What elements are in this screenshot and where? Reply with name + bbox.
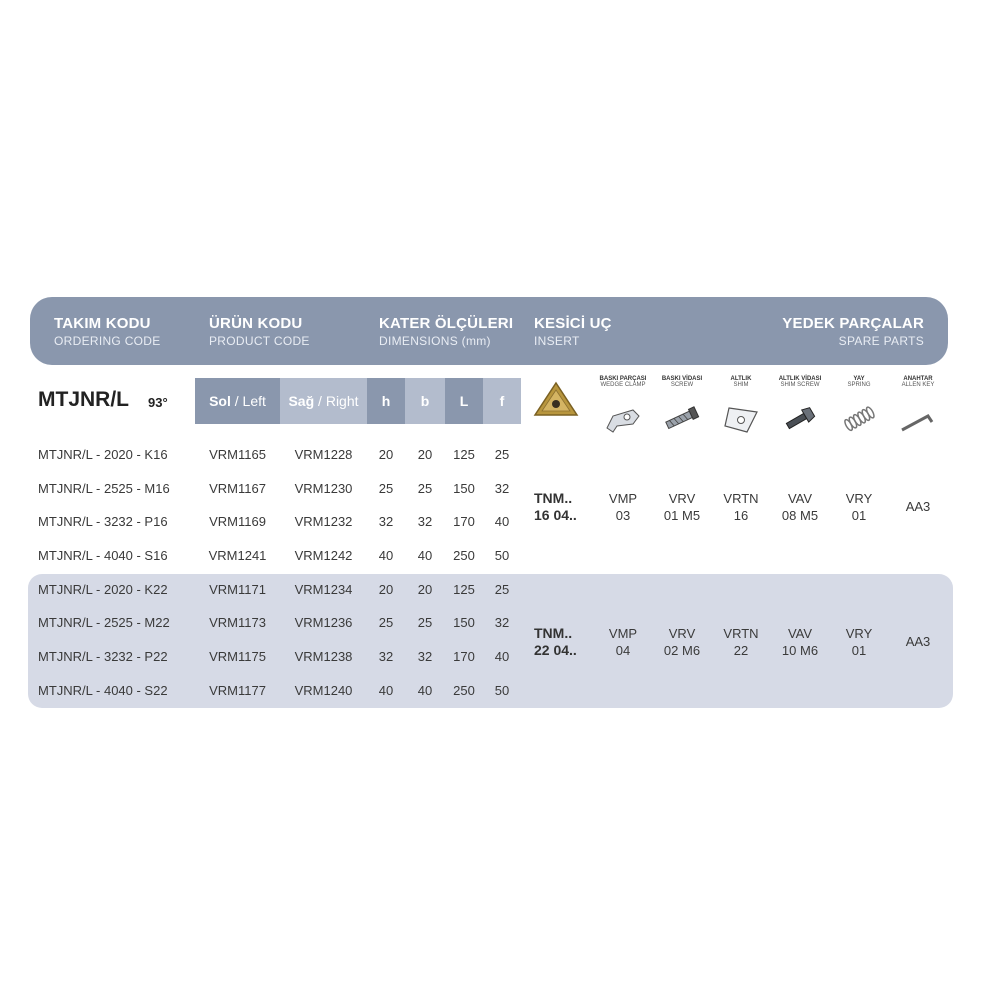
cell-sol: VRM1177 [209, 683, 266, 698]
spare-part-size: 08 M5 [781, 508, 819, 523]
cell-h: 32 [378, 514, 394, 529]
subheader-left: Sol / Left [195, 378, 280, 424]
spare-head-tr: ALTLIK VİDASI [778, 376, 822, 382]
subheader-L: L [445, 378, 483, 424]
header-spare-en: SPARE PARTS [838, 334, 924, 348]
cell-f: 50 [494, 683, 510, 698]
cell-sag: VRM1230 [294, 481, 353, 496]
header-dimensions-tr: KATER ÖLÇÜLERI [379, 315, 514, 332]
cell-b: 40 [417, 683, 433, 698]
header-spare-tr: YEDEK PARÇALAR [782, 315, 924, 332]
spare-head-allen-key [886, 376, 950, 388]
cell-sol: VRM1167 [209, 481, 266, 496]
insert-size: 22 04.. [534, 642, 577, 658]
cell-f: 32 [494, 481, 510, 496]
spare-head-spring [827, 376, 891, 388]
cell-sag: VRM1228 [294, 447, 353, 462]
header-insert [534, 315, 612, 348]
cell-sag: VRM1240 [294, 683, 353, 698]
header-spare-parts [782, 315, 924, 348]
cell-h: 32 [378, 649, 394, 664]
cell-f: 32 [494, 615, 510, 630]
spare-part-value [827, 490, 891, 524]
cell-sag: VRM1236 [294, 615, 353, 630]
cell-order: MTJNR/L - 2525 - M22 [38, 615, 170, 630]
cell-f: 25 [494, 447, 510, 462]
subheader-h: h [367, 378, 405, 424]
spare-head-screw [650, 376, 714, 388]
insert-size: 16 04.. [534, 507, 577, 523]
spare-part-value [886, 498, 950, 515]
spare-head-tr: ANAHTAR [903, 376, 933, 382]
spare-part-value [591, 490, 655, 524]
cell-f: 25 [494, 582, 510, 597]
subheader-f: f [483, 378, 521, 424]
cell-L: 150 [453, 481, 475, 496]
spare-part-value [650, 490, 714, 524]
cell-f: 40 [494, 649, 510, 664]
cell-L: 250 [453, 548, 475, 563]
header-insert-en: INSERT [534, 334, 580, 348]
spare-part-code: AA3 [905, 499, 931, 514]
shim-screw-icon [780, 402, 820, 436]
table-row [0, 439, 1000, 473]
cell-order: MTJNR/L - 3232 - P22 [38, 649, 168, 664]
group-2-insert [534, 625, 577, 659]
spare-head-shim-screw [768, 376, 832, 388]
spare-part-size: 22 [733, 643, 749, 658]
spare-part-size: 01 M5 [663, 508, 701, 523]
cell-L: 170 [453, 649, 475, 664]
spare-part-size: 03 [615, 508, 631, 523]
cell-h: 25 [378, 481, 394, 496]
cell-sol: VRM1169 [209, 514, 266, 529]
wedge-clamp-icon [603, 402, 643, 436]
cell-order: MTJNR/L - 2020 - K16 [38, 447, 168, 462]
allen-key-icon [898, 402, 938, 436]
cell-b: 25 [417, 481, 433, 496]
cell-h: 40 [378, 683, 394, 698]
cell-sag: VRM1232 [294, 514, 353, 529]
group-1-insert [534, 490, 577, 524]
cell-b: 20 [417, 447, 433, 462]
subheader-left-en: Left [242, 393, 266, 409]
spare-part-code: VAV [787, 491, 813, 506]
header-product-code [209, 315, 310, 348]
spare-part-code: AA3 [905, 634, 931, 649]
spare-part-value [709, 490, 773, 524]
spare-part-value [591, 625, 655, 659]
spring-icon [839, 402, 879, 436]
cell-order: MTJNR/L - 3232 - P16 [38, 514, 168, 529]
cell-b: 32 [417, 514, 433, 529]
cell-L: 170 [453, 514, 475, 529]
cell-h: 40 [378, 548, 394, 563]
spare-head-en: SCREW [670, 382, 694, 388]
header-ordering-code [54, 315, 161, 348]
cell-sol: VRM1241 [208, 548, 267, 563]
cell-order: MTJNR/L - 2525 - M16 [38, 481, 170, 496]
header-insert-tr: KESİCİ UÇ [534, 315, 612, 332]
cell-order: MTJNR/L - 2020 - K22 [38, 582, 168, 597]
spare-part-code: VRTN [723, 491, 759, 506]
spare-part-size: 01 [851, 508, 867, 523]
header-ordering-tr: TAKIM KODU [54, 315, 151, 332]
header-product-en: PRODUCT CODE [209, 334, 310, 348]
cell-f: 50 [494, 548, 510, 563]
spare-part-code: VRV [668, 491, 696, 506]
cell-sol: VRM1173 [209, 615, 266, 630]
model-angle: 93° [148, 395, 168, 410]
cell-h: 20 [378, 447, 394, 462]
cell-sol: VRM1171 [209, 582, 266, 597]
cell-h: 25 [378, 615, 394, 630]
cell-order: MTJNR/L - 4040 - S22 [38, 683, 168, 698]
cell-L: 250 [453, 683, 475, 698]
table-row [0, 675, 1000, 709]
cell-order: MTJNR/L - 4040 - S16 [38, 548, 168, 563]
spare-part-value [827, 625, 891, 659]
header-ordering-en: ORDERING CODE [54, 334, 161, 348]
cell-f: 40 [494, 514, 510, 529]
model-code: MTJNR/L [38, 388, 129, 411]
cell-sag: VRM1234 [294, 582, 353, 597]
cell-b: 32 [417, 649, 433, 664]
spare-head-shim [709, 376, 773, 388]
header-dimensions-en: DIMENSIONS (mm) [379, 334, 491, 348]
spare-part-size: 10 M6 [781, 643, 819, 658]
shim-icon [721, 402, 761, 436]
cell-L: 125 [453, 582, 475, 597]
spare-part-value [886, 633, 950, 650]
header-dimensions [379, 315, 513, 348]
spare-head-tr: BASKI VİDASI [661, 376, 703, 382]
cell-sol: VRM1165 [209, 447, 266, 462]
cell-sag: VRM1238 [294, 649, 353, 664]
spare-part-value [768, 625, 832, 659]
spare-part-size: 02 M6 [663, 643, 701, 658]
spare-part-code: VRY [845, 491, 873, 506]
insert-icon [532, 380, 580, 420]
spare-part-code: VMP [608, 626, 638, 641]
header-product-tr: ÜRÜN KODU [209, 315, 303, 332]
spare-head-tr: BASKI PARÇASI [599, 376, 647, 382]
cell-sol: VRM1175 [209, 649, 266, 664]
spare-part-code: VRY [845, 626, 873, 641]
spare-part-code: VRTN [723, 626, 759, 641]
spare-part-code: VMP [608, 491, 638, 506]
screw-icon [662, 402, 702, 436]
spare-head-en: SHIM SCREW [780, 382, 820, 388]
subheader-right-tr: Sağ [288, 393, 315, 409]
spare-head-en: WEDGE CLAMP [600, 382, 646, 388]
cell-L: 125 [453, 447, 475, 462]
spare-head-en: SPRING [847, 382, 871, 388]
subheader-right: Sağ / Right [280, 378, 367, 424]
subheader-b: b [405, 378, 445, 424]
spare-part-code: VAV [787, 626, 813, 641]
spare-part-value [768, 490, 832, 524]
cell-b: 25 [417, 615, 433, 630]
cell-h: 20 [378, 582, 394, 597]
cell-b: 40 [417, 548, 433, 563]
insert-code: TNM.. [534, 490, 573, 506]
spare-part-value [709, 625, 773, 659]
subheader-right-en: Right [325, 393, 359, 409]
cell-L: 150 [453, 615, 475, 630]
cell-sag: VRM1242 [294, 548, 353, 563]
table-row [0, 574, 1000, 608]
spare-head-tr: ALTLIK [730, 376, 752, 382]
spare-part-code: VRV [668, 626, 696, 641]
spare-part-size: 04 [615, 643, 631, 658]
spare-head-tr: YAY [853, 376, 865, 382]
spare-head-en: ALLEN KEY [901, 382, 935, 388]
cell-b: 20 [417, 582, 433, 597]
spare-head-wedge-clamp [591, 376, 655, 388]
subheader-left-tr: Sol [209, 393, 231, 409]
table-header-bar [30, 297, 948, 365]
spare-head-en: SHIM [733, 382, 749, 388]
insert-code: TNM.. [534, 625, 573, 641]
table-row [0, 540, 1000, 574]
spare-part-size: 16 [733, 508, 749, 523]
spare-part-value [650, 625, 714, 659]
spare-part-size: 01 [851, 643, 867, 658]
